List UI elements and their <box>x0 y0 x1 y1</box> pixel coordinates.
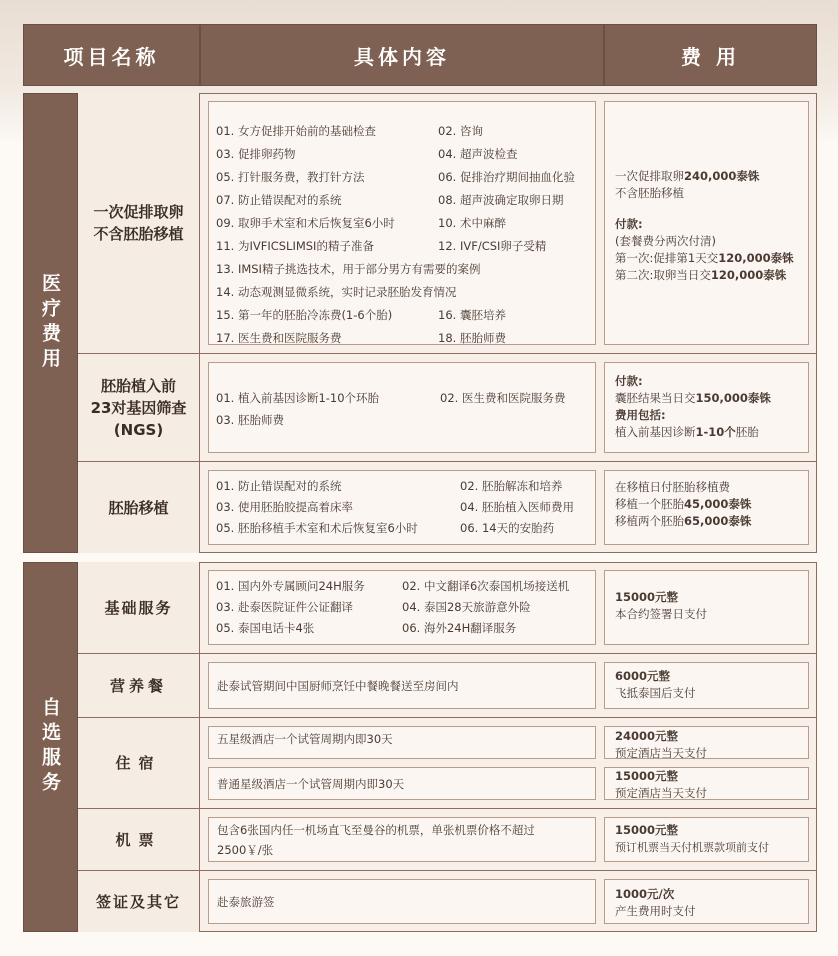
list-item: 14. 动态观测显微系统，实时记录胚胎发育情况 <box>216 285 457 299</box>
content-text: 2500￥/张 <box>217 843 274 857</box>
header-item-name: 项目名称 <box>23 24 200 86</box>
list-item: 17. 医生费和医院服务费 <box>216 331 342 345</box>
content-box <box>208 362 596 453</box>
list-item: 01. 国内外专属顾问24H服务 <box>216 579 365 593</box>
list-item: 04. 泰国28天旅游意外险 <box>402 600 531 614</box>
list-item: 05. 打针服务费，教打针方法 <box>216 170 365 184</box>
row-content-pgs <box>200 354 604 461</box>
list-item: 08. 超声波确定取卵日期 <box>438 193 564 207</box>
list-item: 12. IVF/CSI卵子受精 <box>438 239 547 253</box>
section-label-medical: 医疗费用 <box>23 93 78 553</box>
list-item: 16. 囊胚培养 <box>438 308 506 322</box>
content-text: 五星级酒店一个试管周期内即30天 <box>217 732 393 746</box>
list-item: 03. 使用胚胎胶提高着床率 <box>216 500 353 514</box>
list-item: 15. 第一年的胚胎冷冻费(1-6个胎) <box>216 308 393 322</box>
list-item: 03. 赴泰医院证件公证翻译 <box>216 600 353 614</box>
list-item: 02. 中文翻译6次泰国机场接送机 <box>402 579 570 593</box>
list-item: 02. 医生费和医院服务费 <box>440 391 566 405</box>
row-content-transfer <box>200 462 604 553</box>
row-fee-meals: 6000元整 飞抵泰国后支付 <box>604 654 817 717</box>
list-item: 02. 咨询 <box>438 124 483 138</box>
row-fee-basic: 15000元整 本合约签署日支付 <box>604 562 817 653</box>
row-content-basic <box>200 562 604 653</box>
row-fee-lodging-five-star: 24000元整 预定酒店当天支付 <box>604 718 817 763</box>
header-fee: 费 用 <box>604 24 817 86</box>
row-name-pgs: 胚胎植入前 23对基因筛查 (NGS) <box>78 354 200 461</box>
list-item: 07. 防止错误配对的系统 <box>216 193 342 207</box>
row-content-lodging-five-star <box>200 718 604 763</box>
row-name-lodging: 住宿 <box>78 718 200 808</box>
list-item: 06. 促排治疗期间抽血化验 <box>438 170 575 184</box>
section-label-optional: 自选服务 <box>23 562 78 932</box>
row-name-visa: 签证及其它 <box>78 871 200 932</box>
row-content-visa <box>200 871 604 932</box>
list-item: 01. 防止错误配对的系统 <box>216 479 342 493</box>
row-name-basic: 基础服务 <box>78 562 200 653</box>
list-item: 11. 为IVFICSLIMSI的精子准备 <box>216 239 374 253</box>
list-item: 18. 胚胎师费 <box>438 331 506 345</box>
row-fee-visa: 1000元/次 产生费用时支付 <box>604 871 817 932</box>
row-name-transfer: 胚胎移植 <box>78 462 200 553</box>
list-item: 05. 泰国电话卡4张 <box>216 621 315 635</box>
header-content: 具体内容 <box>200 24 604 86</box>
row-content-meals <box>200 654 604 717</box>
row-fee-transfer: 在移植日付胚胎移植费 移植一个胚胎45,000泰铢 移植两个胚胎65,000泰铢 <box>604 462 817 553</box>
list-item: 01. 植入前基因诊断1-10个环胎 <box>216 391 380 405</box>
list-item: 04. 超声波检查 <box>438 147 518 161</box>
list-item: 03. 胚胎师费 <box>216 413 284 427</box>
row-fee-pgs: 付款: 囊胚结果当日交150,000泰铢 费用包括: 植入前基因诊断1-10个胚胎 <box>604 354 817 461</box>
list-item: 06. 海外24H翻译服务 <box>402 621 517 635</box>
content-text: 包含6张国内任一机场直飞至曼谷的机票，单张机票价格不超过 <box>217 823 535 837</box>
list-item: 06. 14天的安胎药 <box>460 521 555 535</box>
list-item: 01. 女方促排开始前的基础检查 <box>216 124 376 138</box>
row-content-flights <box>200 809 604 870</box>
row-name-egg-retrieval: 一次促排取卵 不含胚胎移植 <box>78 93 200 353</box>
list-item: 05. 胚胎移植手术室和术后恢复室6小时 <box>216 521 418 535</box>
row-fee-flights: 15000元整 预订机票当天付机票款项前支付 <box>604 809 817 870</box>
row-name-meals: 营养餐 <box>78 654 200 717</box>
row-fee-lodging-standard: 15000元整 预定酒店当天支付 <box>604 763 817 808</box>
list-item: 13. IMSI精子挑选技术，用于部分男方有需要的案例 <box>216 262 481 276</box>
content-text: 赴泰试管期间中国厨师烹饪中餐晚餐送至房间内 <box>217 679 459 693</box>
list-item: 09. 取卵手术室和术后恢复室6小时 <box>216 216 395 230</box>
list-item: 10. 术中麻醉 <box>438 216 506 230</box>
list-item: 03. 促排卵药物 <box>216 147 296 161</box>
row-content-lodging-standard <box>200 763 604 808</box>
content-text: 普通星级酒店一个试管周期内即30天 <box>217 777 405 791</box>
row-name-flights: 机票 <box>78 809 200 870</box>
list-item: 04. 胚胎植入医师费用 <box>460 500 574 514</box>
list-item: 02. 胚胎解冻和培养 <box>460 479 563 493</box>
content-text: 赴泰旅游签 <box>217 895 275 909</box>
row-fee-egg-retrieval: 一次促排取卵240,000泰铢 不含胚胎移植 付款: (套餐费分两次付清) 第一次:促排第1天交120,000泰铢 第二次:取卵当日交120,000泰铢 <box>604 93 817 353</box>
row-content-egg-retrieval <box>200 93 604 353</box>
